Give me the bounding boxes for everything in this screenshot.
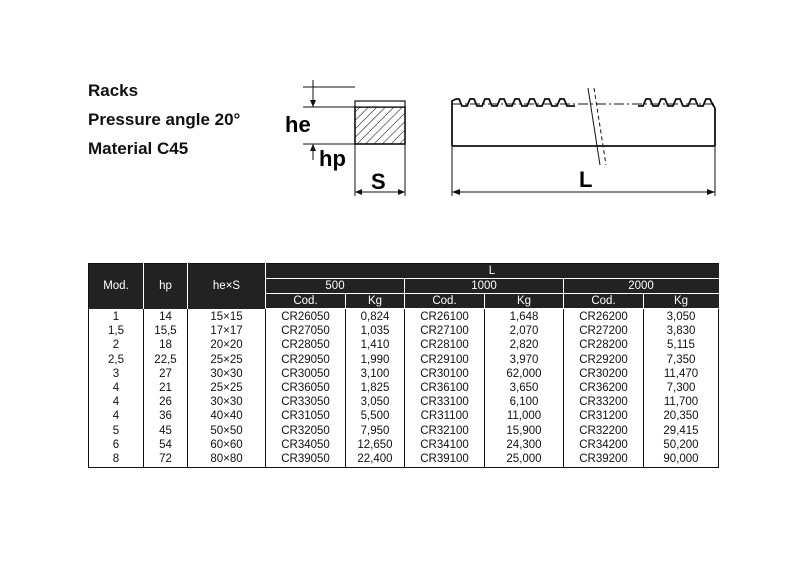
- table-row: [89, 409, 719, 423]
- cell-cod-500: CR34050: [266, 438, 346, 452]
- cell-cod-2000: CR30200: [564, 367, 644, 381]
- cell-hexs: 30×30: [188, 367, 266, 381]
- cell-cod-500: CR30050: [266, 367, 346, 381]
- cell-kg-500: 5,500: [346, 409, 405, 423]
- table-row: [89, 338, 719, 352]
- cell-kg-2000: 7,350: [644, 353, 719, 367]
- cell-cod-500: CR36050: [266, 381, 346, 395]
- cell-kg-2000: 3,050: [644, 309, 719, 325]
- cell-hp: 72: [144, 452, 188, 468]
- cell-cod-2000: CR33200: [564, 395, 644, 409]
- header-cod: Cod.: [564, 294, 644, 309]
- cell-cod-500: CR27050: [266, 324, 346, 338]
- cell-kg-1000: 11,000: [485, 409, 564, 423]
- label-l: L: [579, 167, 593, 192]
- cell-hp: 22,5: [144, 353, 188, 367]
- cell-cod-2000: CR39200: [564, 452, 644, 468]
- cell-hp: 36: [144, 409, 188, 423]
- header-hexs: he×S: [188, 264, 266, 309]
- cell-kg-500: 1,990: [346, 353, 405, 367]
- cell-hexs: 60×60: [188, 438, 266, 452]
- cell-kg-1000: 6,100: [485, 395, 564, 409]
- header-kg: Kg: [644, 294, 719, 309]
- table-row: [89, 438, 719, 452]
- table-row: [89, 309, 719, 325]
- cell-hexs: 80×80: [188, 452, 266, 468]
- cell-kg-500: 3,050: [346, 395, 405, 409]
- header-kg: Kg: [485, 294, 564, 309]
- rack-side-view: [452, 99, 715, 146]
- header-length-2000: 2000: [564, 279, 719, 294]
- cell-hexs: 15×15: [188, 309, 266, 325]
- cell-hexs: 40×40: [188, 409, 266, 423]
- cell-cod-2000: CR29200: [564, 353, 644, 367]
- cell-cod-1000: CR36100: [405, 381, 485, 395]
- table-row: [89, 324, 719, 338]
- cell-cod-1000: CR27100: [405, 324, 485, 338]
- cell-kg-1000: 15,900: [485, 424, 564, 438]
- cell-hexs: 25×25: [188, 353, 266, 367]
- cell-kg-500: 1,825: [346, 381, 405, 395]
- cell-cod-1000: CR34100: [405, 438, 485, 452]
- cell-kg-2000: 20,350: [644, 409, 719, 423]
- cell-kg-500: 1,035: [346, 324, 405, 338]
- cell-kg-1000: 3,970: [485, 353, 564, 367]
- cell-kg-1000: 1,648: [485, 309, 564, 325]
- cell-kg-2000: 3,830: [644, 324, 719, 338]
- cell-mod: 6: [89, 438, 144, 452]
- cell-kg-500: 12,650: [346, 438, 405, 452]
- table-row: [89, 381, 719, 395]
- cell-cod-2000: CR27200: [564, 324, 644, 338]
- cell-cod-2000: CR28200: [564, 338, 644, 352]
- cell-cod-1000: CR31100: [405, 409, 485, 423]
- header-hp: hp: [144, 264, 188, 309]
- cell-mod: 8: [89, 452, 144, 468]
- title-pressure-angle: Pressure angle 20°: [88, 110, 241, 129]
- cell-cod-500: CR26050: [266, 309, 346, 325]
- cell-cod-500: CR32050: [266, 424, 346, 438]
- cell-kg-500: 22,400: [346, 452, 405, 468]
- cell-mod: 4: [89, 395, 144, 409]
- cell-hexs: 20×20: [188, 338, 266, 352]
- cell-hp: 14: [144, 309, 188, 325]
- cell-cod-2000: CR36200: [564, 381, 644, 395]
- cell-mod: 5: [89, 424, 144, 438]
- cell-kg-2000: 5,115: [644, 338, 719, 352]
- cell-kg-2000: 11,700: [644, 395, 719, 409]
- cell-kg-1000: 62,000: [485, 367, 564, 381]
- header-mod: Mod.: [89, 264, 144, 309]
- cell-mod: 3: [89, 367, 144, 381]
- cell-kg-1000: 24,300: [485, 438, 564, 452]
- cell-cod-500: CR33050: [266, 395, 346, 409]
- cell-cod-500: CR29050: [266, 353, 346, 367]
- cell-hexs: 50×50: [188, 424, 266, 438]
- header-length-500: 500: [266, 279, 405, 294]
- rack-spec-table: [88, 263, 719, 468]
- label-s: S: [371, 169, 386, 194]
- label-he: he: [285, 112, 311, 137]
- cell-hp: 27: [144, 367, 188, 381]
- cell-hexs: 17×17: [188, 324, 266, 338]
- cell-cod-1000: CR28100: [405, 338, 485, 352]
- header-l: L: [266, 264, 719, 279]
- cell-kg-2000: 7,300: [644, 381, 719, 395]
- cell-kg-500: 1,410: [346, 338, 405, 352]
- header-cod: Cod.: [405, 294, 485, 309]
- cell-cod-2000: CR32200: [564, 424, 644, 438]
- cell-hp: 21: [144, 381, 188, 395]
- cell-kg-1000: 2,070: [485, 324, 564, 338]
- cell-kg-500: 3,100: [346, 367, 405, 381]
- cell-cod-2000: CR31200: [564, 409, 644, 423]
- cell-kg-1000: 3,650: [485, 381, 564, 395]
- cell-kg-500: 7,950: [346, 424, 405, 438]
- table-row: [89, 395, 719, 409]
- header-length-1000: 1000: [405, 279, 564, 294]
- cell-mod: 4: [89, 381, 144, 395]
- cell-kg-2000: 50,200: [644, 438, 719, 452]
- cell-cod-1000: CR30100: [405, 367, 485, 381]
- cell-cod-1000: CR33100: [405, 395, 485, 409]
- cell-hp: 54: [144, 438, 188, 452]
- cell-mod: 1,5: [89, 324, 144, 338]
- cell-cod-2000: CR34200: [564, 438, 644, 452]
- cell-hp: 15,5: [144, 324, 188, 338]
- cell-hp: 18: [144, 338, 188, 352]
- cell-cod-1000: CR32100: [405, 424, 485, 438]
- cross-section: [303, 80, 405, 196]
- cell-cod-2000: CR26200: [564, 309, 644, 325]
- table-row: [89, 424, 719, 438]
- cell-mod: 2: [89, 338, 144, 352]
- header-kg: Kg: [346, 294, 405, 309]
- cell-hp: 26: [144, 395, 188, 409]
- cell-mod: 1: [89, 309, 144, 325]
- cell-cod-500: CR31050: [266, 409, 346, 423]
- cell-kg-500: 0,824: [346, 309, 405, 325]
- cell-mod: 4: [89, 409, 144, 423]
- table-row: [89, 452, 719, 468]
- table-row: [89, 353, 719, 367]
- header-cod: Cod.: [266, 294, 346, 309]
- rack-diagram: [0, 0, 800, 250]
- cell-kg-2000: 29,415: [644, 424, 719, 438]
- cell-cod-1000: CR26100: [405, 309, 485, 325]
- title-racks: Racks: [88, 81, 139, 100]
- cell-hexs: 30×30: [188, 395, 266, 409]
- cell-cod-1000: CR39100: [405, 452, 485, 468]
- cell-cod-500: CR28050: [266, 338, 346, 352]
- cell-mod: 2,5: [89, 353, 144, 367]
- cell-cod-500: CR39050: [266, 452, 346, 468]
- label-hp: hp: [319, 146, 346, 171]
- cell-kg-2000: 11,470: [644, 367, 719, 381]
- title-material: Material C45: [88, 139, 189, 158]
- cell-hp: 45: [144, 424, 188, 438]
- cell-hexs: 25×25: [188, 381, 266, 395]
- cell-kg-2000: 90,000: [644, 452, 719, 468]
- cell-kg-1000: 25,000: [485, 452, 564, 468]
- table-row: [89, 367, 719, 381]
- cell-cod-1000: CR29100: [405, 353, 485, 367]
- cell-kg-1000: 2,820: [485, 338, 564, 352]
